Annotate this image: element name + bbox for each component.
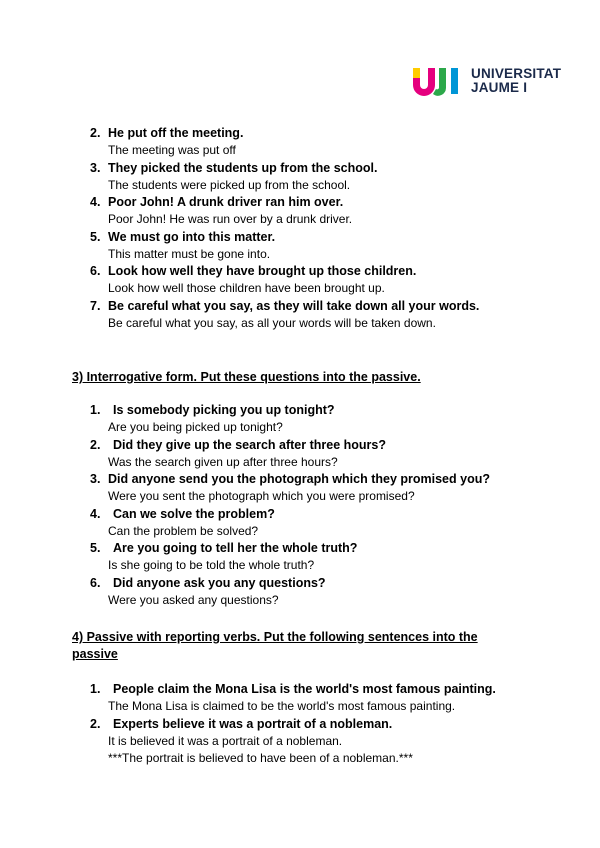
list-item: [0, 402, 600, 437]
answer-text: Were you asked any questions?: [108, 592, 279, 607]
item-number: 2.: [90, 716, 101, 731]
list-item: [0, 160, 600, 195]
answer-text: The students were picked up from the school.: [108, 177, 351, 192]
item-number: 4.: [90, 506, 101, 521]
list-item: [0, 229, 600, 264]
item-number: 1.: [90, 403, 101, 417]
list-item: [0, 506, 600, 541]
question-text: Did anyone ask you any questions?: [113, 575, 326, 590]
answer-text: The Mona Lisa is claimed to be the world's most famous painting.: [108, 699, 456, 713]
answer-text: Be careful what you say, as all your words will be taken down.: [108, 315, 436, 330]
answer-text: Are you being picked up tonight?: [108, 420, 283, 434]
item-number: 6.: [90, 264, 101, 278]
answer-text: Was the search given up after three hours?: [108, 454, 338, 469]
list-item: [0, 681, 600, 716]
question-text: We must go into this matter.: [108, 229, 276, 244]
item-number: 2.: [90, 437, 101, 452]
answer-text: Can the problem be solved?: [108, 523, 259, 538]
answer-text: This matter must be gone into.: [108, 246, 271, 261]
list-item: [0, 263, 600, 298]
answer-text: Poor John! He was run over by a drunk driver.: [108, 212, 353, 226]
answer-text: Were you sent the photograph which you were promised?: [108, 489, 415, 503]
list-item: [0, 575, 600, 610]
item-number: 6.: [90, 575, 101, 590]
item-number: 3.: [90, 472, 101, 486]
list-item: [0, 298, 600, 333]
uji-logo-icon: [411, 64, 467, 98]
item-number: 2.: [90, 126, 101, 140]
answer-text-alternative: ***The portrait is believed to have been of a nobleman.***: [108, 750, 413, 765]
list-item: [0, 125, 600, 160]
logo-line-2: JAUME I: [471, 80, 528, 95]
question-text: Did anyone send you the photograph which they promised you?: [108, 472, 490, 486]
question-text: Look how well they have brought up those children.: [108, 264, 417, 278]
item-number: 5.: [90, 541, 101, 555]
answer-text: Is she going to be told the whole truth?: [108, 558, 315, 572]
section-2-list: [0, 125, 600, 332]
list-item: [0, 716, 600, 768]
section-4-heading: [72, 629, 522, 663]
question-text: He put off the meeting.: [108, 126, 244, 140]
item-number: 1.: [90, 682, 101, 696]
section-4-heading-line-1: 4) Passive with reporting verbs. Put the following sentences into the: [72, 630, 478, 644]
question-text: Can we solve the problem?: [113, 506, 275, 521]
item-number: 7.: [90, 298, 101, 313]
item-number: 3.: [90, 160, 101, 175]
question-text: Experts believe it was a portrait of a nobleman.: [113, 716, 393, 731]
section-3-heading: 3) Interrogative form. Put these questions into the passive.: [72, 370, 421, 384]
list-item: [0, 194, 600, 229]
item-number: 5.: [90, 229, 101, 244]
list-item: [0, 437, 600, 472]
section-4-list: [0, 681, 600, 768]
answer-text: The meeting was put off: [108, 143, 236, 157]
answer-text: Look how well those children have been brought up.: [108, 281, 385, 295]
question-text: They picked the students up from the school.: [108, 160, 378, 175]
list-item: [0, 471, 600, 506]
list-item: [0, 540, 600, 575]
question-text: People claim the Mona Lisa is the world's most famous painting.: [113, 682, 496, 696]
question-text: Are you going to tell her the whole truth?: [113, 541, 358, 555]
university-logo: [411, 64, 563, 98]
section-3-list: [0, 402, 600, 609]
logo-line-1: UNIVERSITAT: [471, 66, 562, 81]
question-text: Be careful what you say, as they will take down all your words.: [108, 298, 480, 313]
question-text: Poor John! A drunk driver ran him over.: [108, 195, 344, 209]
item-number: 4.: [90, 195, 101, 209]
answer-text: It is believed it was a portrait of a nobleman.: [108, 733, 343, 748]
section-4-heading-line-2: passive: [72, 647, 118, 661]
question-text: Did they give up the search after three hours?: [113, 437, 386, 452]
question-text: Is somebody picking you up tonight?: [113, 403, 335, 417]
